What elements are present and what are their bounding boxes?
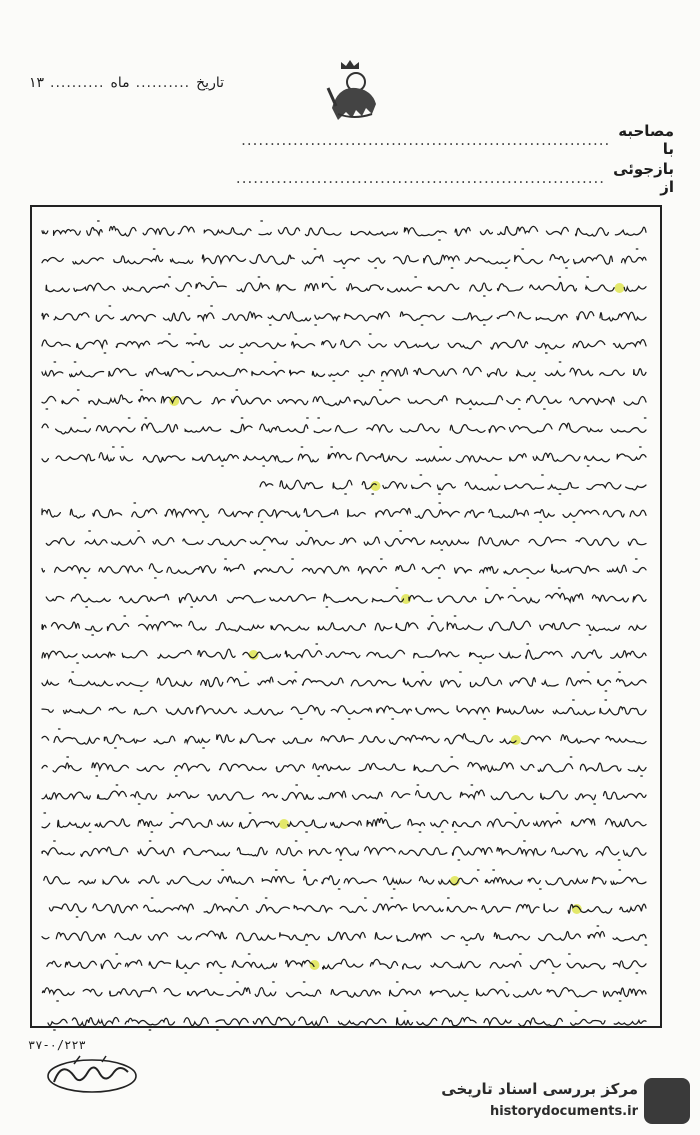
date-day-dots: .......... xyxy=(135,75,191,91)
handwritten-line xyxy=(40,582,650,610)
handwritten-line xyxy=(40,271,650,299)
handwritten-line xyxy=(40,694,650,722)
handwritten-line xyxy=(40,835,650,863)
handwritten-line xyxy=(40,384,650,412)
archive-logo-icon xyxy=(644,1078,690,1124)
interview-label: مصاحبه با xyxy=(618,122,674,158)
date-month-dots: .......... xyxy=(50,75,105,91)
handwritten-line xyxy=(40,497,650,525)
month-label: ماه xyxy=(110,75,130,91)
handwritten-line xyxy=(40,779,650,807)
handwritten-line xyxy=(40,976,650,1004)
handwritten-line xyxy=(40,1005,650,1033)
handwritten-line xyxy=(40,610,650,638)
handwritten-line xyxy=(40,666,650,694)
handwritten-line xyxy=(40,553,650,581)
watermark xyxy=(400,1078,690,1128)
year-value: ۱۳ xyxy=(28,75,44,91)
document-number: ۳۷-۰/۲۲۳ xyxy=(28,1038,86,1052)
handwritten-line xyxy=(40,751,650,779)
handwritten-line xyxy=(40,469,650,497)
interview-field xyxy=(241,122,674,158)
handwritten-line xyxy=(40,243,650,271)
interrogation-label: بازجوئی از xyxy=(613,160,674,196)
handwritten-line xyxy=(40,525,650,553)
interview-dots: ................................................................ xyxy=(241,131,611,149)
date-label: تاریخ xyxy=(196,75,224,91)
handwritten-line xyxy=(40,807,650,835)
handwritten-line xyxy=(40,920,650,948)
lion-and-sun-emblem-icon xyxy=(318,58,388,120)
handwritten-line xyxy=(40,215,650,243)
date-row xyxy=(24,70,224,96)
handwritten-line xyxy=(40,300,650,328)
handwritten-line xyxy=(40,356,650,384)
handwritten-line xyxy=(40,892,650,920)
interrogation-field xyxy=(235,160,674,196)
watermark-url: historydocuments.ir xyxy=(489,1104,638,1119)
interrogation-dots: ................................................................ xyxy=(235,169,606,187)
handwritten-line xyxy=(40,723,650,751)
handwritten-signature xyxy=(44,1052,140,1096)
handwritten-line xyxy=(40,948,650,976)
handwritten-line xyxy=(40,864,650,892)
handwritten-line xyxy=(40,328,650,356)
handwritten-line xyxy=(40,412,650,440)
watermark-name: مرکز بررسی اسناد تاریخی xyxy=(441,1080,638,1098)
handwritten-text-frame xyxy=(30,205,662,1028)
handwritten-line xyxy=(40,638,650,666)
handwritten-line xyxy=(40,441,650,469)
